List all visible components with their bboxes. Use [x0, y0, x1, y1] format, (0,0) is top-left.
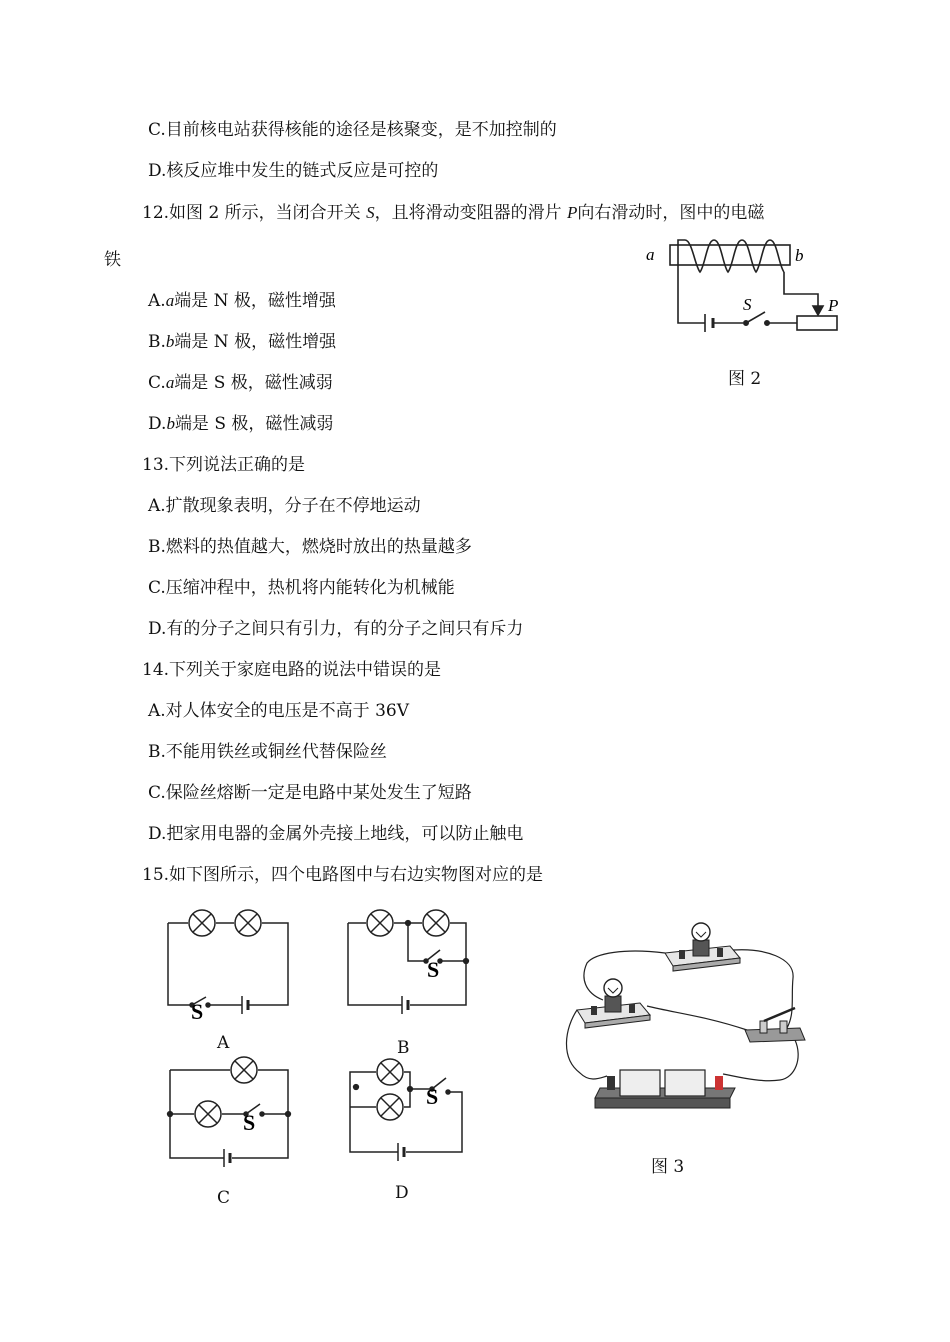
slider-arrow-icon — [813, 306, 823, 315]
q12-stem-continued: 铁 — [104, 250, 121, 270]
label-a: a — [646, 245, 655, 264]
lamp-board-left — [577, 979, 650, 1028]
battery-cell-icon — [665, 1070, 705, 1096]
q12-stem-part: 向右滑动时，图中的电磁 — [577, 203, 765, 223]
lamp-board-top — [665, 923, 740, 971]
switch-label: S — [243, 1110, 256, 1135]
wire — [647, 1006, 747, 1030]
wire — [733, 950, 793, 1028]
q14-option-c: C.保险丝熔断一定是电路中某处发生了短路 — [148, 783, 472, 803]
q11-option-c: C.目前核电站获得核能的途径是核聚变，是不加控制的 — [148, 120, 557, 140]
label-s: S — [743, 295, 752, 314]
lamp-icon — [235, 910, 261, 936]
figure-2-electromagnet-circuit — [640, 236, 850, 346]
q13-option-a: A.扩散现象表明，分子在不停地运动 — [148, 496, 421, 516]
figure-3-physical-circuit — [555, 918, 815, 1133]
q12-stem — [142, 201, 764, 225]
option-text: 端是 S 极，磁性减弱 — [174, 414, 334, 434]
q14-stem: 14.下列关于家庭电路的说法中错误的是 — [142, 660, 442, 680]
circuit-diagram-b — [340, 905, 480, 1020]
circuit-diagram-c — [160, 1052, 300, 1170]
q13-option-d: D.有的分子之间只有引力，有的分子之间只有斥力 — [148, 619, 524, 639]
wire — [584, 951, 665, 1000]
q15-stem: 15.如下图所示，四个电路图中与右边实物图对应的是 — [142, 865, 544, 885]
option-text: 端是 S 极，磁性减弱 — [174, 373, 333, 393]
option-prefix: D. — [148, 414, 167, 434]
option-var: b — [166, 414, 175, 433]
option-prefix: A. — [148, 291, 166, 311]
switch-label: S — [426, 1084, 439, 1109]
q14-option-b: B.不能用铁丝或铜丝代替保险丝 — [148, 742, 387, 762]
q13-stem: 13.下列说法正确的是 — [142, 455, 306, 475]
q13-option-b: B.燃料的热值越大，燃烧时放出的热量越多 — [148, 537, 472, 557]
electromagnet-core — [670, 245, 790, 265]
option-text: 端是 N 极，磁性增强 — [174, 291, 336, 311]
q11-option-d: D.核反应堆中发生的链式反应是可控的 — [148, 161, 439, 181]
q12-option-d — [148, 412, 333, 436]
knife-switch — [745, 1008, 805, 1042]
option-var: b — [165, 332, 175, 351]
bulb-icon — [604, 979, 622, 997]
label-p: P — [828, 296, 839, 315]
figure-2-caption: 图 2 — [728, 369, 762, 389]
circuit-label-a: A — [217, 1033, 230, 1053]
label-b: b — [795, 246, 804, 265]
option-prefix: C. — [148, 373, 166, 393]
switch-label: S — [427, 957, 440, 982]
wire — [723, 1040, 798, 1081]
switch-label: S — [191, 999, 204, 1024]
q12-option-b — [148, 330, 336, 354]
option-var: a — [165, 373, 175, 392]
q14-option-d: D.把家用电器的金属外壳接上地线，可以防止触电 — [148, 824, 524, 844]
q12-stem-slider-var: P — [566, 203, 578, 222]
battery-box — [595, 1070, 735, 1108]
q12-stem-switch-var: S — [366, 203, 375, 222]
bulb-icon — [692, 923, 710, 941]
q12-option-c — [148, 371, 333, 395]
option-prefix: B. — [148, 332, 166, 352]
circuit-label-c: C — [217, 1188, 231, 1208]
q12-option-a — [148, 289, 336, 313]
lamp-icon — [195, 1101, 221, 1127]
lamp-icon — [377, 1094, 403, 1120]
figure-3-caption: 图 3 — [651, 1157, 685, 1177]
q14-option-a: A.对人体安全的电压是不高于 36V — [148, 701, 409, 721]
lamp-icon — [423, 910, 449, 936]
circuit-label-b: B — [397, 1038, 410, 1058]
lamp-icon — [367, 910, 393, 936]
rheostat — [797, 316, 837, 330]
circuit-diagram-a — [160, 905, 300, 1024]
q13-option-c: C.压缩冲程中，热机将内能转化为机械能 — [148, 578, 455, 598]
lamp-icon — [189, 910, 215, 936]
lamp-icon — [231, 1057, 257, 1083]
circuit-label-d: D — [395, 1183, 409, 1203]
option-var: a — [165, 291, 175, 310]
option-text: 端是 N 极，磁性增强 — [174, 332, 337, 352]
q12-stem-part: ，且将滑动变阻器的滑片 — [374, 203, 567, 223]
battery-cell-icon — [620, 1070, 660, 1096]
circuit-diagram-d — [340, 1052, 480, 1170]
lamp-icon — [377, 1059, 403, 1085]
q12-stem-part: 12.如图 2 所示，当闭合开关 — [142, 203, 367, 223]
